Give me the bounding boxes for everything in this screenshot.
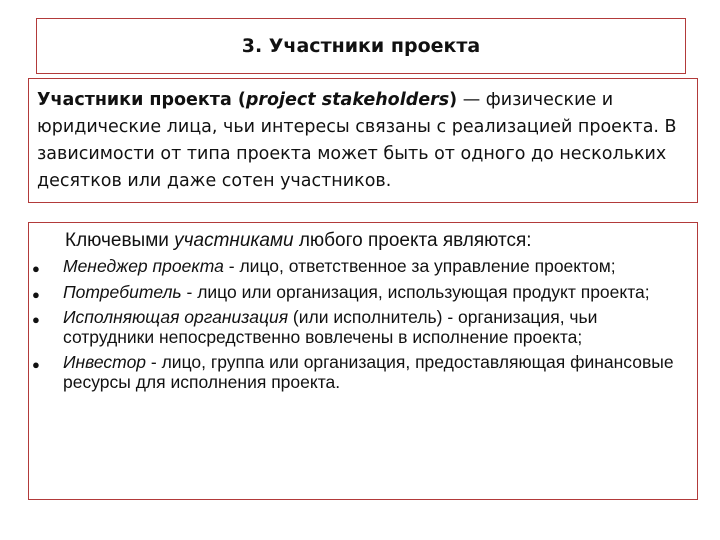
participants-box: [28, 222, 698, 500]
list-item: [29, 308, 689, 347]
intro-after: любого проекта являются:: [293, 230, 532, 251]
list-intro: [65, 229, 532, 253]
item-text: (или исполнитель) - организация, чьи сотрудники непосредственно вовлечены в исполнение проекта;: [63, 307, 598, 347]
definition-box: [28, 78, 698, 203]
item-term: Инвестор: [63, 352, 147, 372]
definition-term: [37, 90, 457, 110]
item-term: Исполняющая организация: [63, 307, 289, 327]
definition-text: [37, 87, 691, 195]
item-term: Менеджер проекта: [63, 256, 224, 276]
bullet-icon: ●: [32, 286, 40, 302]
participants-list: [29, 257, 689, 398]
list-item: [29, 353, 689, 392]
definition-term-english: project stakeholders: [245, 90, 450, 110]
item-text: - лицо, ответственное за управление проектом;: [223, 256, 616, 276]
bullet-icon: ●: [32, 357, 40, 372]
intro-italic: участниками: [174, 230, 294, 251]
list-item: [29, 257, 689, 277]
item-term: Потребитель: [63, 281, 182, 302]
bullet-icon: ●: [32, 261, 40, 276]
intro-before: Ключевыми: [65, 230, 175, 251]
item-text: - лицо или организация, использующая продукт проекта;: [181, 281, 650, 302]
slide-title: 3. Участники проекта: [241, 35, 481, 57]
title-box: [36, 18, 686, 74]
definition-term-close: ): [449, 90, 458, 110]
definition-body: — физические и юридические лица, чьи интересы связаны с реализацией проекта. В зависимости от типа проекта может быть от одного до нескольких десятков или даже сотен участников.: [37, 90, 677, 191]
bullet-icon: ●: [32, 312, 40, 327]
item-text: - лицо, группа или организация, предоставляющая финансовые ресурсы для исполнения проекта.: [63, 352, 674, 392]
definition-term-start: Участники проекта (: [37, 90, 246, 110]
list-item: [29, 283, 689, 303]
